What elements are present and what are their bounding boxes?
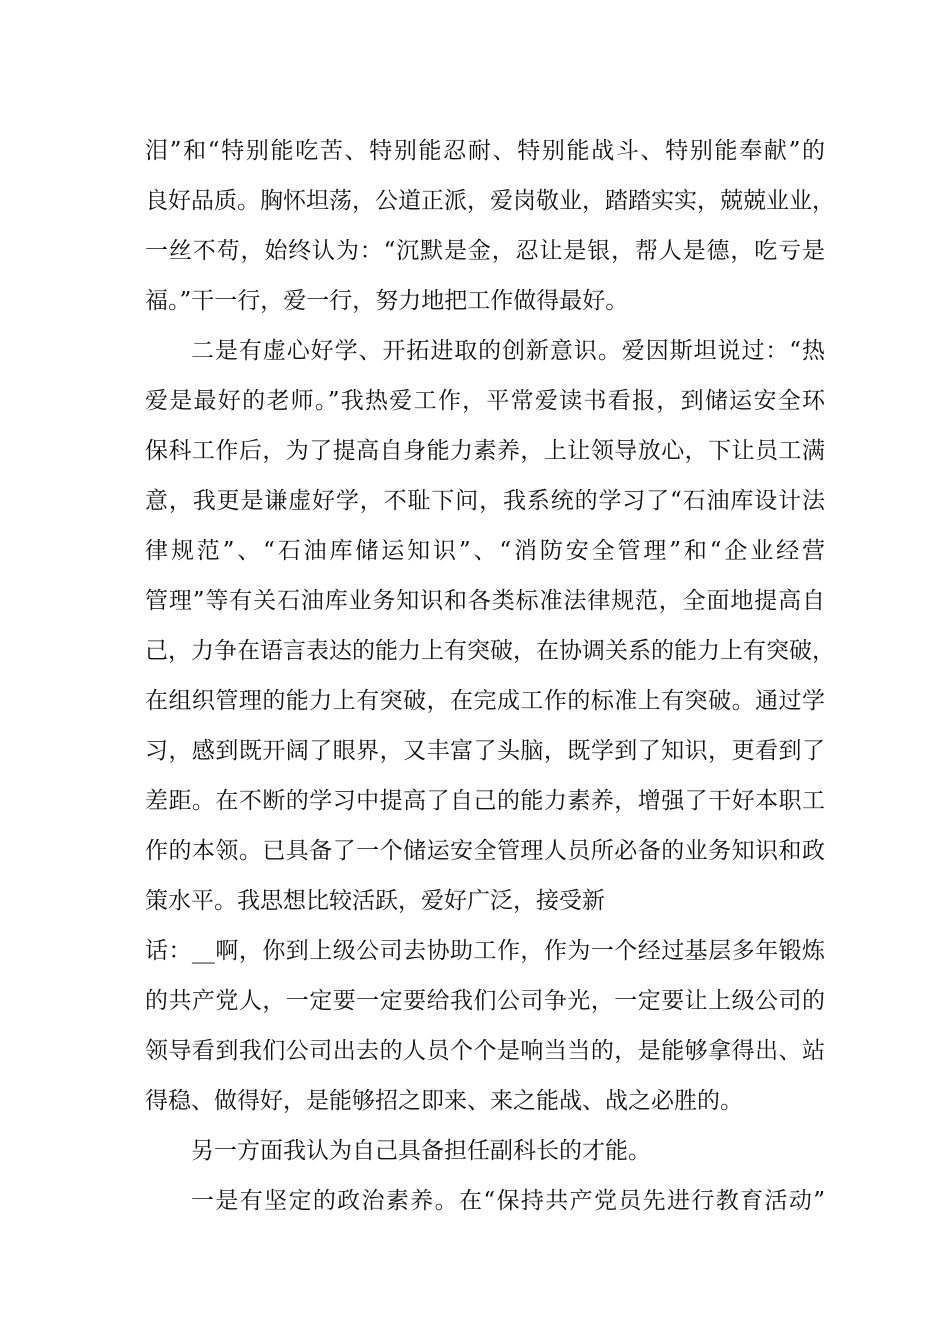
text-line-3: 一丝不苟，始终认为：“沉默是金，忍让是银，帮人是德，吃亏是 [145, 238, 825, 264]
text-line-1: 泪”和“特别能吃苦、特别能忍耐、特别能战斗、特别能奉献”的 [145, 138, 825, 164]
text-line-9: 律规范”、“石油库储运知识”、“消防安全管理”和“企业经营 [145, 538, 825, 564]
text-line-8: 意，我更是谦虚好学，不耻下问，我系统的学习了“石油库设计法 [145, 488, 825, 514]
text-line-21: 另一方面我认为自己具备担任副科长的才能。 [191, 1138, 651, 1164]
text-line-12: 在组织管理的能力上有突破，在完成工作的标准上有突破。通过学 [145, 688, 825, 714]
text-line-17: 话：__啊，你到上级公司去协助工作，作为一个经过基层多年锻炼 [145, 938, 825, 964]
text-line-20: 得稳、做得好，是能够招之即来、来之能战、战之必胜的。 [145, 1088, 743, 1114]
text-line-7: 保科工作后，为了提高自身能力素养，上让领导放心，下让员工满 [145, 438, 825, 464]
text-line-19: 领导看到我们公司出去的人员个个是响当当的，是能够拿得出、站 [145, 1038, 825, 1064]
text-line-13: 习，感到既开阔了眼界，又丰富了头脑，既学到了知识，更看到了 [145, 738, 825, 764]
text-line-18: 的共产党人，一定要一定要给我们公司争光，一定要让上级公司的 [145, 988, 825, 1014]
text-line-4: 福。”干一行，爱一行，努力地把工作做得最好。 [145, 288, 629, 314]
text-line-16: 策水平。我思想比较活跃，爱好广泛，接受新 [145, 888, 605, 914]
text-line-11: 己，力争在语言表达的能力上有突破，在协调关系的能力上有突破， [145, 638, 835, 664]
text-line-2: 良好品质。胸怀坦荡，公道正派，爱岗敬业，踏踏实实，兢兢业业， [145, 188, 835, 214]
text-line-10: 管理”等有关石油库业务知识和各类标准法律规范，全面地提高自 [145, 588, 825, 614]
text-line-6: 爱是最好的老师。”我热爱工作，平常爱读书看报，到储运安全环 [145, 388, 825, 414]
text-line-5: 二是有虚心好学、开拓进取的创新意识。爱因斯坦说过：“热 [191, 338, 825, 364]
text-line-22: 一是有坚定的政治素养。在“保持共产党员先进行教育活动” [191, 1188, 825, 1214]
text-line-15: 作的本领。已具备了一个储运安全管理人员所必备的业务知识和政 [145, 838, 825, 864]
text-line-14: 差距。在不断的学习中提高了自己的能力素养，增强了干好本职工 [145, 788, 825, 814]
